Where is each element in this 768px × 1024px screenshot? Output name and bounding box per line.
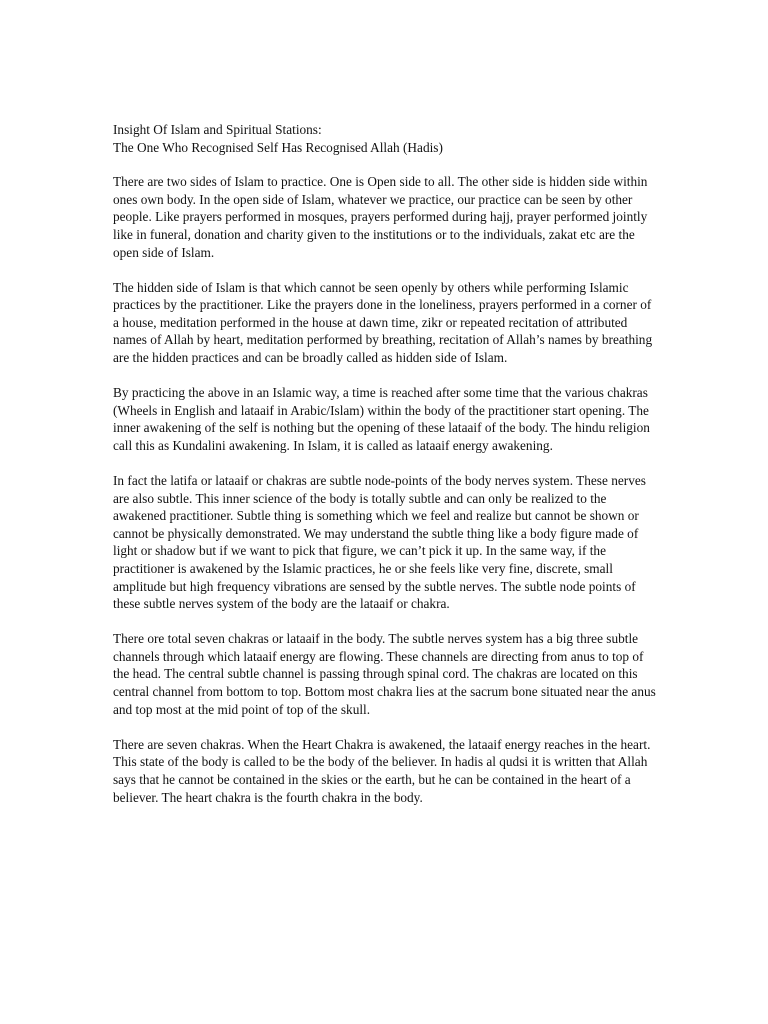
- paragraph-chakra-opening: By practicing the above in an Islamic way, a time is reached after some time that the various chakras (Wheels in English and lataaif in Arabic/Islam) within the body of the practitioner start opening. The inner awakening of the self is nothing but the opening of these lataaif of the body. The hindu religion call this as Kundalini awakening. In Islam, it is called as lataaif energy awakening.: [113, 385, 650, 453]
- paragraph-seven-chakras: There ore total seven chakras or lataaif in the body. The subtle nerves system has a big three subtle channels through which lataaif energy are flowing. These channels are directing from anus to top of the head. The central subtle channel is passing through spinal cord. The chakras are located on this central channel from bottom to top. Bottom most chakra lies at the sacrum bone situated near the anus and top most at the mid point of top of the skull.: [113, 631, 656, 717]
- title-line-2: The One Who Recognised Self Has Recognised Allah (Hadis): [113, 139, 443, 155]
- title-line-1: Insight Of Islam and Spiritual Stations:: [113, 122, 322, 137]
- paragraph-subtle-nodes: In fact the latifa or lataaif or chakras are subtle node-points of the body nerves system. These nerves are also subtle. This inner science of the body is totally subtle and can only be realized to the awakened practitioner. Subtle thing is something which we feel and realize but cannot be shown or cannot be physically demonstrated. We may understand the subtle thing like a body figure made of light or shadow but if we want to pick that figure, we can’t pick it up. In the same way, if the practitioner is awakened by the Islamic practices, he or she feels like very fine, discrete, small amplitude but high frequency vibrations are sensed by the subtle nerves. The subtle node points of these subtle nerves system of the body are the lataaif or chakra.: [113, 473, 646, 612]
- document-title: [113, 121, 658, 156]
- paragraph-heart-chakra: There are seven chakras. When the Heart Chakra is awakened, the lataaif energy reaches in the heart. This state of the body is called to be the body of the believer. In hadis al qudsi it is written that Allah says that he cannot be contained in the skies or the earth, but he can be contained in the heart of a believer. The heart chakra is the fourth chakra in the body.: [113, 736, 651, 805]
- document-page: [113, 121, 658, 824]
- paragraph-hidden-side: The hidden side of Islam is that which cannot be seen openly by others while performing Islamic practices by the practitioner. Like the prayers done in the loneliness, prayers performed in a corner of a house, meditation performed in the house at dawn time, zikr or repeated recitation of attributed names of Allah by heart, meditation performed by breathing, recitation of Allah’s names by breathing are the hidden practices and can be broadly called as hidden side of Islam.: [113, 279, 653, 366]
- paragraph-open-side: There are two sides of Islam to practice. One is Open side to all. The other side is hidden side within ones own body. In the open side of Islam, whatever we practice, our practice can be seen by other people. Like prayers performed in mosques, prayers performed during hajj, prayer performed jointly like in funeral, donation and charity given to the institutions or to the individuals, zakat etc are the open side of Islam.: [113, 174, 648, 260]
